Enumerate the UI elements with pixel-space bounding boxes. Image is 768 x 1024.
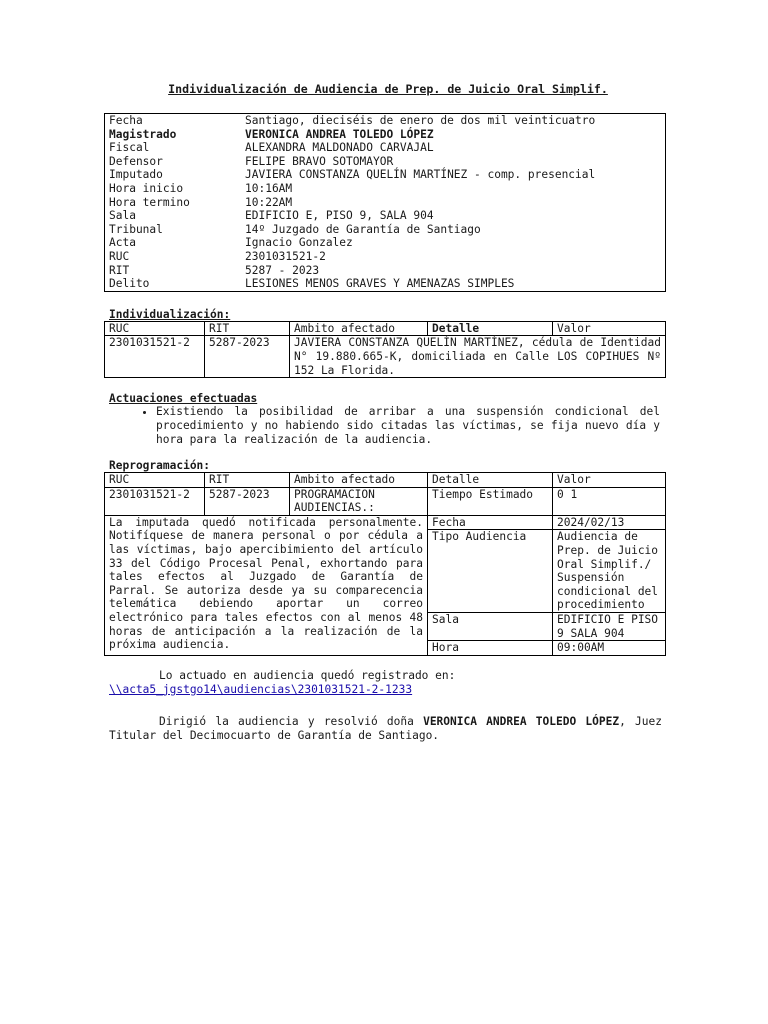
detail-value-cell: 0 1 [553,487,666,515]
header-label: RUC [109,249,130,263]
reprogramacion-table [104,472,666,656]
header-row [105,209,666,223]
column-header: Valor [553,473,666,488]
table-header-row [105,321,666,336]
ruc-cell: 2301031521-2 [105,487,205,515]
header-value: 14º Juzgado de Garantía de Santiago [245,222,481,236]
audio-record-link[interactable]: \\acta5_jgstgo14\audiencias\2301031521-2-1233 [109,682,413,696]
header-label: Fiscal [109,141,150,155]
closing-suffix: , Juez Titular del Decimocuarto de Garantía de Santiago. [109,714,662,742]
individualizacion-table [104,321,666,378]
header-label: Acta [109,236,136,250]
table-row [105,515,666,530]
rit-cell: 5287-2023 [205,487,290,515]
header-value: 10:22AM [245,195,293,209]
header-label: Magistrado [109,127,177,141]
header-label: Hora inicio [109,181,184,195]
header-row [105,114,666,128]
column-header: Detalle [428,321,553,336]
header-label: Fecha [109,114,143,127]
detail-value-cell: Audiencia de Prep. de Juicio Oral Simplif./ Suspensión condicional del procedimiento [553,530,666,613]
column-header: Detalle [428,473,553,488]
hearing-header-table [104,113,666,292]
notification-note-cell: La imputada quedó notificada personalmente. Notifíquese de manera personal o por cédula a las víctimas, bajo apercibimiento del artículo 33 del Código Procesal Penal, exhortando para tales efectos al Juzgado de Garantía de Parral. Se autoriza desde ya su comparecencia telemática debiendo aportar un correo electrónico para tales efectos con al menos 48 horas de anticipación a la realización de la próxima audiencia. [105,515,428,655]
table-row [105,487,666,515]
document-title: Individualización de Audiencia de Prep. de Juicio Oral Simplif. [168,82,608,96]
detail-label-cell: Sala [428,613,553,641]
closing-prefix: Dirigió la audiencia y resolvió doña [159,714,424,728]
header-value: LESIONES MENOS GRAVES Y AMENAZAS SIMPLES [245,277,515,291]
header-value: EDIFICIO E, PISO 9, SALA 904 [245,209,434,223]
table-row [105,336,666,378]
detail-value-cell: 09:00AM [553,641,666,656]
header-label: Sala [109,209,136,223]
header-row [105,182,666,196]
header-row [105,141,666,155]
detail-value-cell: 2024/02/13 [553,515,666,530]
header-label: Hora termino [109,195,190,209]
ambito-cell: PROGRAMACION AUDIENCIAS.: [290,487,428,515]
header-value: FELIPE BRAVO SOTOMAYOR [245,154,394,168]
header-value: JAVIERA CONSTANZA QUELÍN MARTÍNEZ - comp. presencial [245,168,596,182]
column-header: RIT [205,321,290,336]
detail-label-cell: Tipo Audiencia [428,530,553,613]
header-row [105,168,666,182]
header-row [105,128,666,142]
table-header-row [105,473,666,488]
header-value: ALEXANDRA MALDONADO CARVAJAL [245,141,434,155]
column-header: RIT [205,473,290,488]
detail-label-cell: Fecha [428,515,553,530]
header-row [105,250,666,264]
header-value: 10:16AM [245,181,293,195]
header-label: Defensor [109,154,163,168]
rit-cell: 5287-2023 [205,336,290,378]
reprogramacion-heading: Reprogramación: [109,459,211,473]
closing-paragraph [109,715,662,743]
column-header: Ambito afectado [290,473,428,488]
registro-paragraph [109,669,662,697]
header-label: Tribunal [109,222,163,236]
header-value: Santiago, dieciséis de enero de dos mil veinticuatro [245,114,596,127]
list-item: • Existiendo la posibilidad de arribar a una suspensión condicional del procedimiento y no habiendo sido citadas las víctimas, se fija nuevo día y hora para la realización de la audiencia. [156,405,666,447]
column-header: RUC [105,321,205,336]
judge-name: VERONICA ANDREA TOLEDO LÓPEZ [423,714,620,728]
header-row [105,196,666,210]
header-value: Ignacio Gonzalez [245,236,353,250]
header-row [105,277,666,291]
detail-label-cell: Tiempo Estimado [428,487,553,515]
header-row [105,236,666,250]
column-header: Valor [553,321,666,336]
actuaciones-list [104,405,666,447]
header-row [105,223,666,237]
header-value: 5287 - 2023 [245,263,320,277]
actuaciones-heading: Actuaciones efectuadas [109,392,258,406]
detail-label-cell: Hora [428,641,553,656]
header-label: Imputado [109,168,163,182]
individualizacion-heading: Individualización: [109,307,231,321]
document-page [104,82,666,743]
header-label: RIT [109,263,130,277]
header-label: Delito [109,277,150,291]
registro-text: Lo actuado en audiencia quedó registrado en: [159,668,456,682]
column-header: RUC [105,473,205,488]
ruc-cell: 2301031521-2 [105,336,205,378]
detail-value-cell: EDIFICIO E PISO 9 SALA 904 [553,613,666,641]
header-row [105,264,666,278]
imputado-detail-cell: JAVIERA CONSTANZA QUELÍN MARTÍNEZ, cédula de Identidad N° 19.880.665-K, domiciliada en Calle LOS COPIHUES Nº 152 La Florida. [290,336,666,378]
header-row [105,155,666,169]
header-value: 2301031521-2 [245,249,326,263]
header-value: VERONICA ANDREA TOLEDO LÓPEZ [245,127,434,141]
column-header: Ambito afectado [290,321,428,336]
